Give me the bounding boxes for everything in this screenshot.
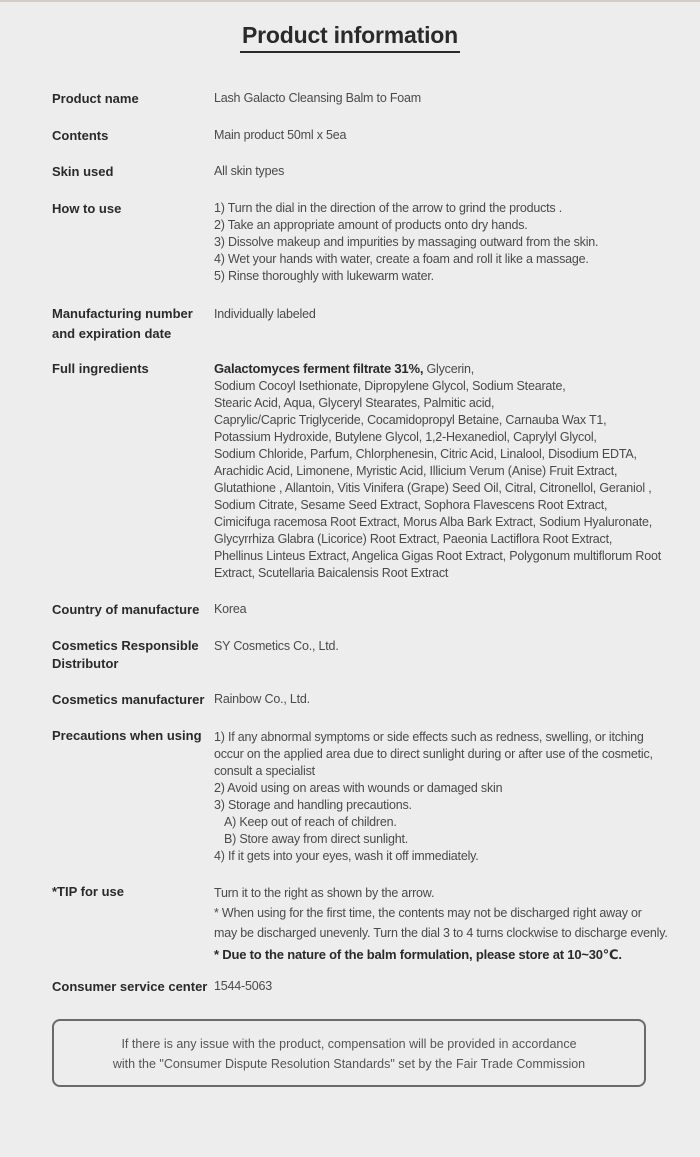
tip-line: Turn it to the right as shown by the arrow. — [214, 886, 435, 900]
distributor-value: SY Cosmetics Co., Ltd. — [214, 639, 339, 653]
page-title: Product information — [240, 22, 460, 53]
ingredients-line: Stearic Acid, Aqua, Glyceryl Stearates, Palmitic acid, — [214, 396, 495, 410]
precaution-line: B) Store away from direct sunlight. — [224, 832, 409, 846]
how-to-use-step: 1) Turn the dial in the direction of the arrow to grind the products . — [214, 201, 563, 215]
ingredients-highlight: Galactomyces ferment filtrate 31%, — [214, 361, 424, 376]
manufacturing-label — [52, 304, 212, 344]
ingredients-line: Cimicifuga racemosa Root Extract, Morus Alba Bark Extract, Sodium Hyaluronate, — [214, 515, 653, 529]
consumer-service-label: Consumer service center — [52, 979, 208, 994]
country-label: Country of manufacture — [52, 602, 200, 617]
ingredients-first-line — [214, 360, 694, 378]
compensation-notice — [52, 1019, 646, 1087]
title-container — [0, 22, 700, 53]
ingredients-value — [214, 360, 694, 582]
manufacturer-value: Rainbow Co., Ltd. — [214, 692, 310, 706]
distributor-label-line1: Cosmetics Responsible — [52, 638, 199, 653]
skin-used-value: All skin types — [214, 164, 285, 178]
notice-line1: If there is any issue with the product, compensation will be provided in accordance — [121, 1037, 577, 1051]
distributor-label-line2: Distributor — [52, 656, 119, 671]
how-to-use-step: 3) Dissolve makeup and impurities by massaging outward from the skin. — [214, 235, 599, 249]
notice-line2: with the "Consumer Dispute Resolution Standards" set by the Fair Trade Commission — [112, 1057, 586, 1071]
ingredients-line: Arachidic Acid, Limonene, Myristic Acid, Illicium Verum (Anise) Fruit Extract, — [214, 464, 618, 478]
tip-emphasis: * Due to the nature of the balm formulation, please store at 10~30℃. — [214, 947, 622, 962]
precaution-line: 3) Storage and handling precautions. — [214, 798, 412, 812]
ingredients-line: Sodium Cocoyl Isethionate, Dipropylene Glycol, Sodium Stearate, — [214, 379, 566, 393]
tip-value — [214, 883, 694, 965]
ingredients-line: Potassium Hydroxide, Butylene Glycol, 1,2-Hexanediol, Caprylyl Glycol, — [214, 430, 597, 444]
manufacturing-label-line1: Manufacturing number — [52, 306, 193, 321]
precaution-line: consult a specialist — [214, 764, 315, 778]
ingredients-line: Sodium Chloride, Parfum, Chlorphenesin, Citric Acid, Linalool, Disodium EDTA, — [214, 447, 637, 461]
manufacturing-value: Individually labeled — [214, 307, 316, 321]
ingredients-line: Glycyrrhiza Glabra (Licorice) Root Extract, Paeonia Lactiflora Root Extract, — [214, 532, 613, 546]
precaution-line: occur on the applied area due to direct sunlight during or after use of the cosmetic, — [214, 747, 653, 761]
how-to-use-step: 5) Rinse thoroughly with lukewarm water. — [214, 269, 434, 283]
contents-value: Main product 50ml x 5ea — [214, 128, 347, 142]
ingredients-line: Glutathione , Allantoin, Vitis Vinifera (Grape) Seed Oil, Citral, Citronellol, Geraniol , — [214, 481, 652, 495]
manufacturing-label-line2: and expiration date — [52, 326, 172, 341]
how-to-use-label: How to use — [52, 201, 122, 216]
tip-line: * When using for the first time, the contents may not be discharged right away or — [214, 906, 642, 920]
ingredients-line: Extract, Scutellaria Baicalensis Root Extract — [214, 566, 449, 580]
product-name-value: Lash Galacto Cleansing Balm to Foam — [214, 91, 421, 105]
skin-used-label: Skin used — [52, 164, 114, 179]
tip-line: may be discharged unevenly. Turn the dial 3 to 4 turns clockwise to discharge evenly. — [214, 926, 668, 940]
country-value: Korea — [214, 602, 247, 616]
ingredients-line: Caprylic/Capric Triglyceride, Cocamidopropyl Betaine, Carnauba Wax T1, — [214, 413, 607, 427]
tip-label: *TIP for use — [52, 884, 125, 899]
ingredients-label: Full ingredients — [52, 361, 149, 376]
precaution-line: 4) If it gets into your eyes, wash it off immediately. — [214, 849, 479, 863]
manufacturer-label: Cosmetics manufacturer — [52, 692, 205, 707]
ingredients-first-rest: Glycerin, — [423, 362, 475, 376]
precaution-line: A) Keep out of reach of children. — [224, 815, 397, 829]
precautions-label: Precautions when using — [52, 728, 202, 743]
how-to-use-value — [214, 200, 694, 285]
top-divider — [0, 0, 700, 2]
precaution-line: 1) If any abnormal symptoms or side effects such as redness, swelling, or itching — [214, 730, 644, 744]
how-to-use-step: 4) Wet your hands with water, create a foam and roll it like a massage. — [214, 252, 589, 266]
contents-label: Contents — [52, 128, 109, 143]
ingredients-line: Sodium Citrate, Sesame Seed Extract, Sophora Flavescens Root Extract, — [214, 498, 608, 512]
ingredients-line: Phellinus Linteus Extract, Angelica Gigas Root Extract, Polygonum multiflorum Root — [214, 549, 662, 563]
precaution-line: 2) Avoid using on areas with wounds or damaged skin — [214, 781, 503, 795]
product-name-label: Product name — [52, 91, 139, 106]
consumer-service-value: 1544-5063 — [214, 979, 272, 993]
distributor-label — [52, 637, 212, 673]
precautions-value — [214, 729, 694, 865]
how-to-use-step: 2) Take an appropriate amount of products onto dry hands. — [214, 218, 528, 232]
